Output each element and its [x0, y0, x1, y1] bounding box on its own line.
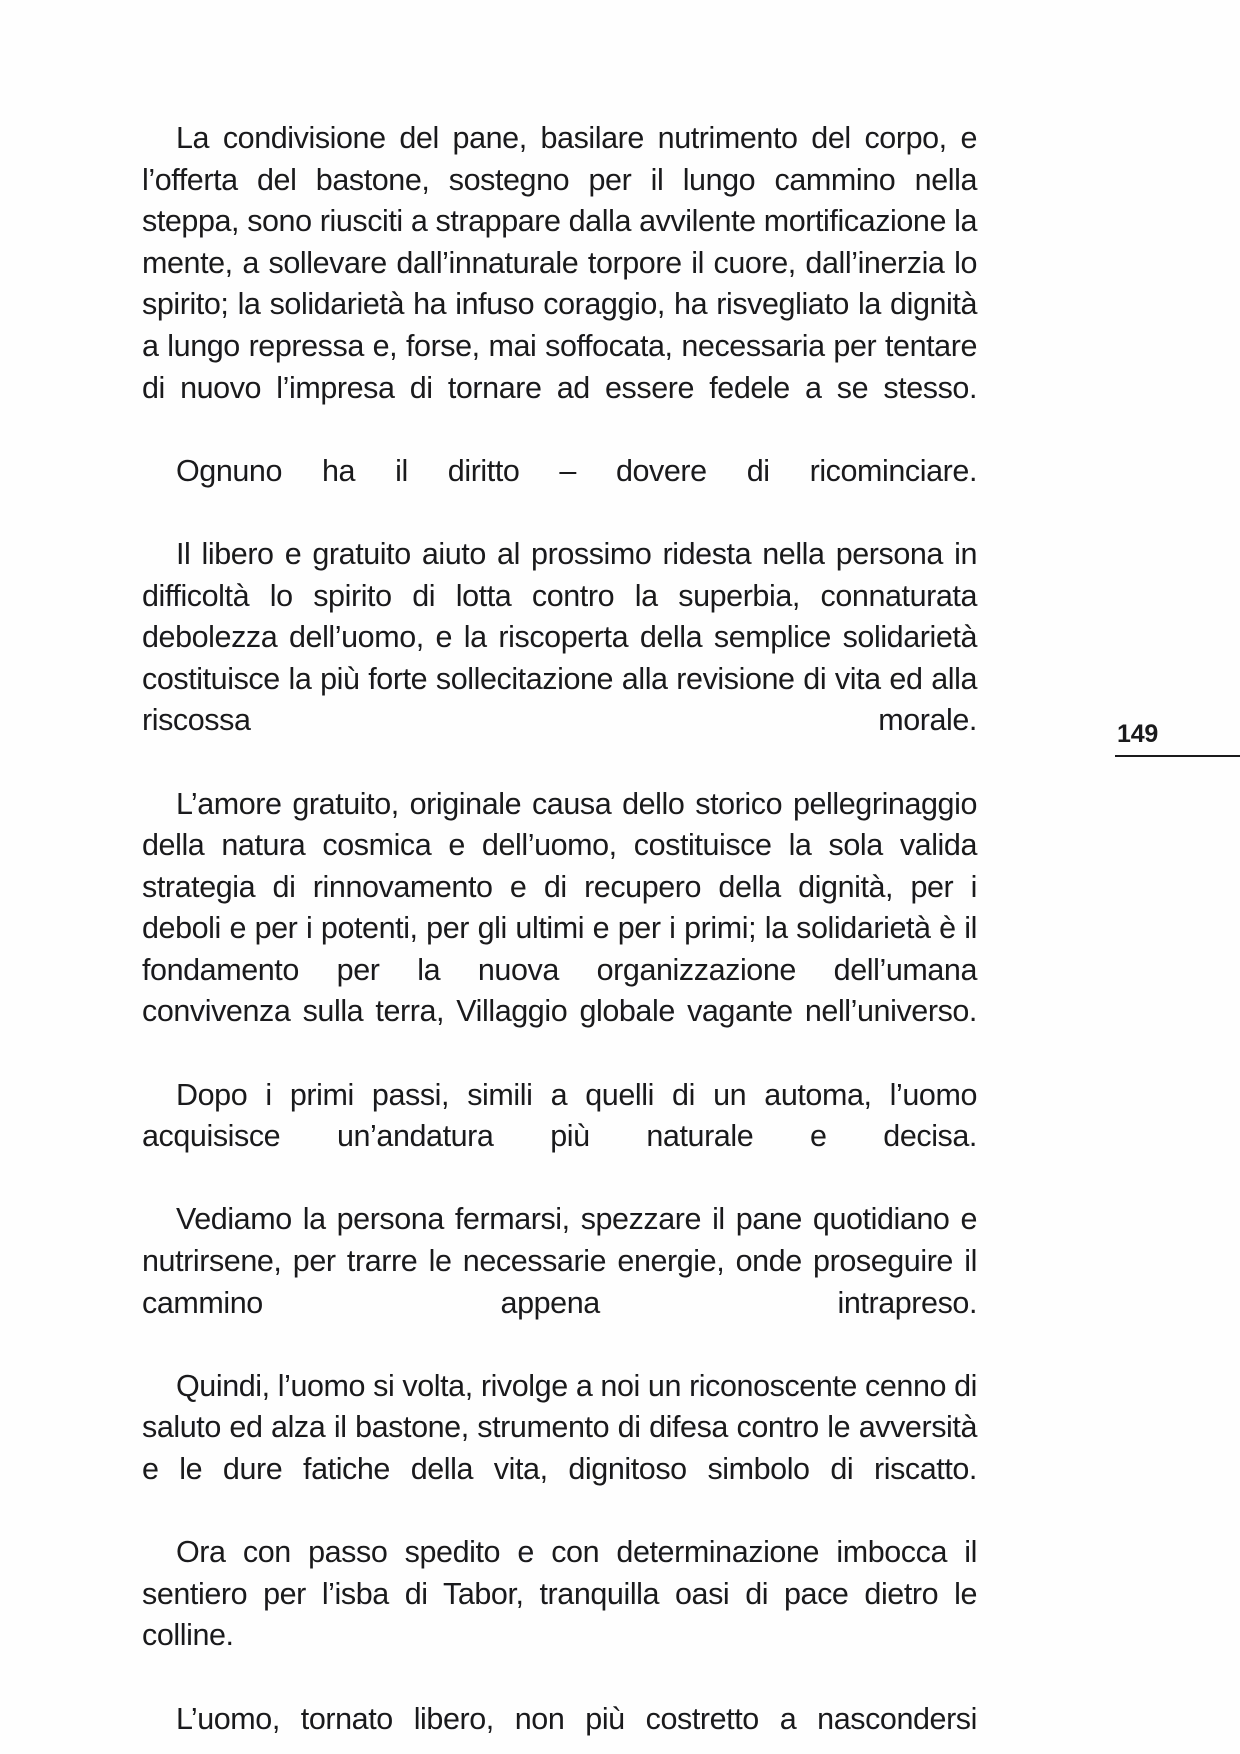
page-number: 149	[1117, 720, 1159, 748]
paragraph: Dopo i primi passi, simili a quelli di un automa, l’uomo acquisisce un’andatura più naturale e decisa.	[142, 1077, 977, 1154]
paragraph: Vediamo la persona fermarsi, spezzare il pane quotidiano e nutrirsene, per trarre le necessarie energie, onde proseguire il cammino appena intrapreso.	[142, 1202, 977, 1320]
paragraph: L’uomo, tornato libero, non più costretto a nascondersi	[176, 1701, 977, 1736]
paragraph: Il libero e gratuito aiuto al prossimo ridesta nella persona in difficoltà lo spirito di lotta contro la superbia, connaturata debolezza dell’uomo, e la riscoperta della semplice solidarietà costituisce la più forte sollecitazione alla revisione di vita ed alla riscossa morale.	[142, 536, 977, 738]
paragraph: Ognuno ha il diritto – dovere di ricominciare.	[176, 453, 977, 488]
paragraph: Ora con passo spedito e con determinazione imbocca il sentiero per l’isba di Tabor, tranquilla oasi di pace dietro le colline.	[142, 1535, 977, 1653]
folio-marker	[1010, 722, 1240, 757]
folio-rule	[1115, 755, 1240, 757]
paragraph: La condivisione del pane, basilare nutrimento del corpo, e l’offerta del bastone, sostegno per il lungo cammino nella steppa, sono riusciti a strappare dalla avvilente mortificazione la mente, a sollevare dall’innaturale torpore il cuore, dall’inerzia lo spirito; la solidarietà ha infuso coraggio, ha risvegliato la dignità a lungo repressa e, forse, mai soffocata, necessaria per tentare di nuovo l’impresa di tornare ad essere fedele a se stesso.	[142, 121, 977, 405]
paragraph: Quindi, l’uomo si volta, rivolge a noi un riconoscente cenno di saluto ed alza il bastone, strumento di difesa contro le avversità e le dure fatiche della vita, dignitoso simbolo di riscatto.	[142, 1368, 977, 1486]
paragraph: L’amore gratuito, originale causa dello storico pellegrinaggio della natura cosmica e dell’uomo, costituisce la sola valida strategia di rinnovamento e di recupero della dignità, per i deboli e per i potenti, per gli ultimi e per i primi; la solidarietà è il fondamento per la nuova organizzazione dell’umana convivenza sulla terra, Villaggio globale vagante nell’universo.	[142, 786, 977, 1029]
body-text-column	[142, 118, 977, 1754]
